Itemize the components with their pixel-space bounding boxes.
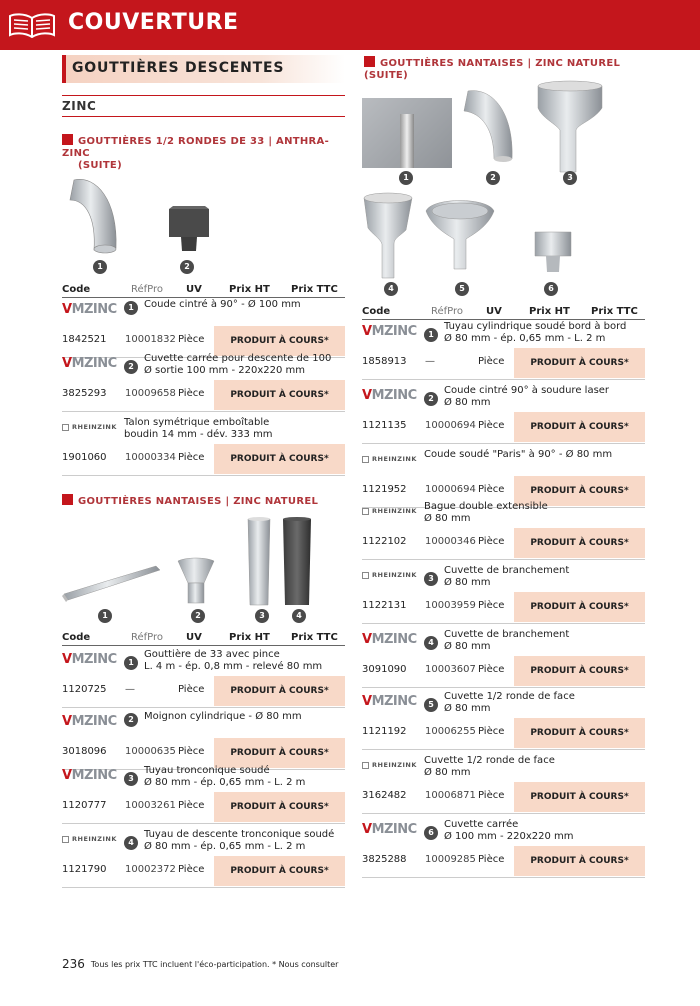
row-separator [362, 877, 645, 878]
col-uv: UV [486, 306, 502, 317]
unit: Pièce [478, 356, 505, 367]
table-row [362, 718, 645, 748]
table-header [62, 284, 345, 298]
product-description: Tuyau tronconique soudé Ø 80 mm - ép. 0,65 mm - L. 2 m [144, 765, 306, 788]
brand-label: RHEINZINK [372, 507, 417, 515]
col-code: Code [62, 632, 91, 643]
tapered-pipe-photo [244, 517, 274, 607]
table-row [362, 412, 645, 442]
rheinzink-logo [62, 830, 117, 848]
col-uv: UV [186, 632, 202, 643]
product-description: Cuvette 1/2 ronde de face Ø 80 mm [424, 755, 555, 778]
row-separator [62, 411, 345, 412]
item-badge: 4 [292, 609, 306, 623]
item-badge: 1 [93, 260, 107, 274]
product-description: Talon symétrique emboîtable boudin 14 mm - dév. 333 mm [124, 417, 273, 440]
cylindrical-outlet-photo [174, 555, 218, 607]
price-on-request[interactable]: PRODUIT À COURS* [514, 476, 645, 506]
rheinzink-mark-icon [362, 762, 369, 769]
product-description: Tuyau de descente tronconique soudé Ø 80 mm - ép. 0,65 mm - L. 2 m [144, 829, 335, 852]
row-separator [62, 475, 345, 476]
section-title: GOUTTIÈRES DESCENTES [72, 60, 285, 76]
table-header [362, 306, 645, 320]
product-description: Cuvette de branchement Ø 80 mm [444, 629, 570, 652]
refpro-code: 10003607 [425, 664, 476, 675]
refpro-code: 10000635 [125, 746, 176, 757]
group-title-nantaises: GOUTTIÈRES NANTAISES | ZINC NATUREL [62, 494, 347, 508]
vmzinc-logo: V MZINC [62, 713, 117, 729]
product-code: 1121192 [362, 726, 407, 737]
unit: Pièce [178, 684, 205, 695]
item-badge: 1 [399, 171, 413, 185]
refpro-code: 10000694 [425, 484, 476, 495]
item-badge: 3 [124, 772, 138, 786]
unit: Pièce [178, 388, 205, 399]
rheinzink-logo [362, 502, 417, 520]
item-badge: 2 [180, 260, 194, 274]
product-code: 3825293 [62, 388, 107, 399]
elbow-laser-photo [460, 85, 522, 165]
divider [62, 116, 345, 117]
refpro-code: 10000346 [425, 536, 476, 547]
vmzinc-logo: V MZINC [362, 693, 417, 709]
product-code: 1121790 [62, 864, 107, 875]
price-on-request[interactable]: PRODUIT À COURS* [214, 326, 345, 356]
item-badge: 1 [98, 609, 112, 623]
gutter-photo [62, 560, 162, 605]
unit: Pièce [178, 452, 205, 463]
square-hopper-anthrazinc-photo [165, 205, 213, 255]
item-badge: 6 [424, 826, 438, 840]
divider [62, 95, 345, 96]
brand-label: RHEINZINK [72, 423, 117, 431]
product-code: 1122131 [362, 600, 407, 611]
unit: Pièce [478, 600, 505, 611]
row-separator [62, 707, 345, 708]
page-number: 236 [62, 957, 85, 971]
table-row [362, 592, 645, 622]
refpro-code: 10001832 [125, 334, 176, 345]
rheinzink-mark-icon [362, 508, 369, 515]
refpro-code: 10000334 [125, 452, 176, 463]
col-uv: UV [186, 284, 202, 295]
unit: Pièce [478, 664, 505, 675]
group-title-anthra: GOUTTIÈRES 1/2 RONDES DE 33 | ANTHRA-ZINC (SUITE) [62, 136, 330, 171]
price-on-request[interactable]: PRODUIT À COURS* [214, 792, 345, 822]
item-badge: 1 [124, 301, 138, 315]
unit: Pièce [478, 420, 505, 431]
table-rule [62, 645, 345, 646]
price-on-request[interactable]: PRODUIT À COURS* [514, 412, 645, 442]
col-code: Code [62, 284, 91, 295]
table-row [362, 846, 645, 876]
refpro-code: — [125, 684, 135, 695]
table-row [362, 348, 645, 378]
item-badge: 3 [255, 609, 269, 623]
product-code: 3825288 [362, 854, 407, 865]
refpro-code: 10002372 [125, 864, 176, 875]
table-row [62, 326, 345, 356]
product-description: Tuyau cylindrique soudé bord à bord Ø 80 mm - ép. 0,65 mm - L. 2 m [444, 321, 627, 344]
item-badge: 5 [455, 282, 469, 296]
table-rule [62, 297, 345, 298]
vmzinc-logo: V MZINC [362, 387, 417, 403]
unit: Pièce [478, 790, 505, 801]
vmzinc-logo: V MZINC [362, 821, 417, 837]
vmzinc-logo: V MZINC [362, 631, 417, 647]
row-separator [362, 749, 645, 750]
vmzinc-logo: V MZINC [62, 651, 117, 667]
refpro-code: 10009285 [425, 854, 476, 865]
rheinzink-logo [362, 566, 417, 584]
square-hopper-zinc-photo [532, 228, 574, 274]
item-badge: 3 [424, 572, 438, 586]
item-badge: 4 [124, 836, 138, 850]
page-footer [62, 957, 338, 971]
table-row [362, 528, 645, 558]
product-code: 1120725 [62, 684, 107, 695]
col-code: Code [362, 306, 391, 317]
product-code: 3091090 [362, 664, 407, 675]
table-row [62, 792, 345, 822]
price-on-request[interactable]: PRODUIT À COURS* [514, 528, 645, 558]
group-title-nantaises-suite: GOUTTIÈRES NANTAISES | ZINC NATUREL (SUITE) [364, 58, 621, 81]
row-separator [62, 887, 345, 888]
col-prix-ttc: Prix TTC [591, 306, 638, 317]
price-on-request[interactable]: PRODUIT À COURS* [514, 592, 645, 622]
product-code: 1858913 [362, 356, 407, 367]
product-code: 1121135 [362, 420, 407, 431]
item-badge: 2 [124, 713, 138, 727]
product-description: Cuvette de branchement Ø 80 mm [444, 565, 570, 588]
unit: Pièce [178, 746, 205, 757]
unit: Pièce [478, 536, 505, 547]
price-on-request[interactable]: PRODUIT À COURS* [514, 656, 645, 686]
price-on-request[interactable]: PRODUIT À COURS* [514, 348, 645, 378]
price-on-request[interactable]: PRODUIT À COURS* [514, 718, 645, 748]
price-on-request[interactable]: PRODUIT À COURS* [214, 676, 345, 706]
row-separator [362, 623, 645, 624]
product-code: 3162482 [362, 790, 407, 801]
refpro-code: 10003959 [425, 600, 476, 611]
product-code: 1842521 [62, 334, 107, 345]
elbow-anthrazinc-photo [66, 170, 136, 260]
material-heading: ZINC [62, 99, 97, 113]
product-description: Gouttière de 33 avec pince L. 4 m - ép. 0,8 mm - relevé 80 mm [144, 649, 323, 672]
top-banner [0, 0, 700, 50]
col-prix-ht: Prix HT [229, 284, 270, 295]
table-row [62, 444, 345, 474]
item-badge: 3 [563, 171, 577, 185]
brand-label: RHEINZINK [372, 571, 417, 579]
item-badge: 2 [424, 392, 438, 406]
vmzinc-logo: V MZINC [62, 767, 117, 783]
item-badge: 2 [124, 360, 138, 374]
rheinzink-logo [362, 450, 417, 468]
table-row [62, 676, 345, 706]
pipe-on-wall-photo [362, 98, 452, 168]
product-description: Bague double extensible Ø 80 mm [424, 501, 548, 524]
price-on-request[interactable]: PRODUIT À COURS* [214, 856, 345, 886]
col-prix-ht: Prix HT [229, 632, 270, 643]
row-separator [362, 559, 645, 560]
footer-note: Tous les prix TTC incluent l'éco-participation. * Nous consulter [90, 960, 339, 969]
vmzinc-logo: V MZINC [62, 301, 117, 317]
item-badge: 4 [384, 282, 398, 296]
refpro-code: 10006871 [425, 790, 476, 801]
item-badge: 6 [544, 282, 558, 296]
refpro-code: 10006255 [425, 726, 476, 737]
price-on-request[interactable]: PRODUIT À COURS* [514, 846, 645, 876]
table-row [62, 856, 345, 886]
row-separator [62, 823, 345, 824]
half-round-hopper-photo [422, 195, 498, 273]
col-refpro: RéfPro [131, 284, 164, 295]
price-on-request[interactable]: PRODUIT À COURS* [214, 444, 345, 474]
col-prix-ttc: Prix TTC [291, 632, 338, 643]
col-prix-ht: Prix HT [529, 306, 570, 317]
col-prix-ttc: Prix TTC [291, 284, 338, 295]
open-book-icon [8, 12, 56, 38]
tapered-pipe-rheinzink-photo [280, 517, 314, 607]
refpro-code: 10000694 [425, 420, 476, 431]
unit: Pièce [178, 334, 205, 345]
product-description: Cuvette carrée Ø 100 mm - 220x220 mm [444, 819, 574, 842]
rheinzink-mark-icon [62, 424, 69, 431]
unit: Pièce [478, 484, 505, 495]
branch-hopper-photo [360, 190, 416, 280]
row-separator [362, 813, 645, 814]
section-title-box [62, 55, 345, 83]
hopper-outlet-photo [534, 80, 606, 175]
col-refpro: RéfPro [131, 632, 164, 643]
product-code: 1121952 [362, 484, 407, 495]
rheinzink-logo [62, 418, 117, 436]
item-badge: 5 [424, 698, 438, 712]
price-on-request[interactable]: PRODUIT À COURS* [214, 380, 345, 410]
item-badge: 2 [486, 171, 500, 185]
vmzinc-logo: V MZINC [362, 323, 417, 339]
row-separator [362, 687, 645, 688]
item-badge: 1 [124, 656, 138, 670]
product-description: Cuvette 1/2 ronde de face Ø 80 mm [444, 691, 575, 714]
unit: Pièce [178, 864, 205, 875]
product-description: Coude cintré à 90° - Ø 100 mm [144, 299, 301, 310]
brand-label: RHEINZINK [372, 455, 417, 463]
price-on-request[interactable]: PRODUIT À COURS* [214, 738, 345, 768]
refpro-code: 10009658 [125, 388, 176, 399]
row-separator [362, 379, 645, 380]
table-header [62, 632, 345, 646]
unit: Pièce [178, 800, 205, 811]
page-category-title: COUVERTURE [68, 10, 239, 35]
rheinzink-mark-icon [362, 456, 369, 463]
product-description: Cuvette carrée pour descente de 100 Ø sortie 100 mm - 220x220 mm [144, 353, 332, 376]
refpro-code: 10003261 [125, 800, 176, 811]
table-row [362, 656, 645, 686]
rheinzink-mark-icon [62, 836, 69, 843]
unit: Pièce [478, 726, 505, 737]
price-on-request[interactable]: PRODUIT À COURS* [514, 782, 645, 812]
product-description: Coude cintré 90° à soudure laser Ø 80 mm [444, 385, 610, 408]
unit: Pièce [478, 854, 505, 865]
brand-label: RHEINZINK [372, 761, 417, 769]
refpro-code: — [425, 356, 435, 367]
product-code: 3018096 [62, 746, 107, 757]
rheinzink-mark-icon [362, 572, 369, 579]
table-row [62, 380, 345, 410]
table-rule [362, 319, 645, 320]
vmzinc-logo: V MZINC [62, 355, 117, 371]
product-code: 1120777 [62, 800, 107, 811]
brand-label: RHEINZINK [72, 835, 117, 843]
table-row [62, 738, 345, 768]
product-description: Moignon cylindrique - Ø 80 mm [144, 711, 302, 722]
col-refpro: RéfPro [431, 306, 464, 317]
item-badge: 1 [424, 328, 438, 342]
product-code: 1901060 [62, 452, 107, 463]
product-code: 1122102 [362, 536, 407, 547]
table-row [362, 782, 645, 812]
row-separator [362, 443, 645, 444]
item-badge: 4 [424, 636, 438, 650]
product-description: Coude soudé "Paris" à 90° - Ø 80 mm [424, 449, 613, 460]
item-badge: 2 [191, 609, 205, 623]
rheinzink-logo [362, 756, 417, 774]
